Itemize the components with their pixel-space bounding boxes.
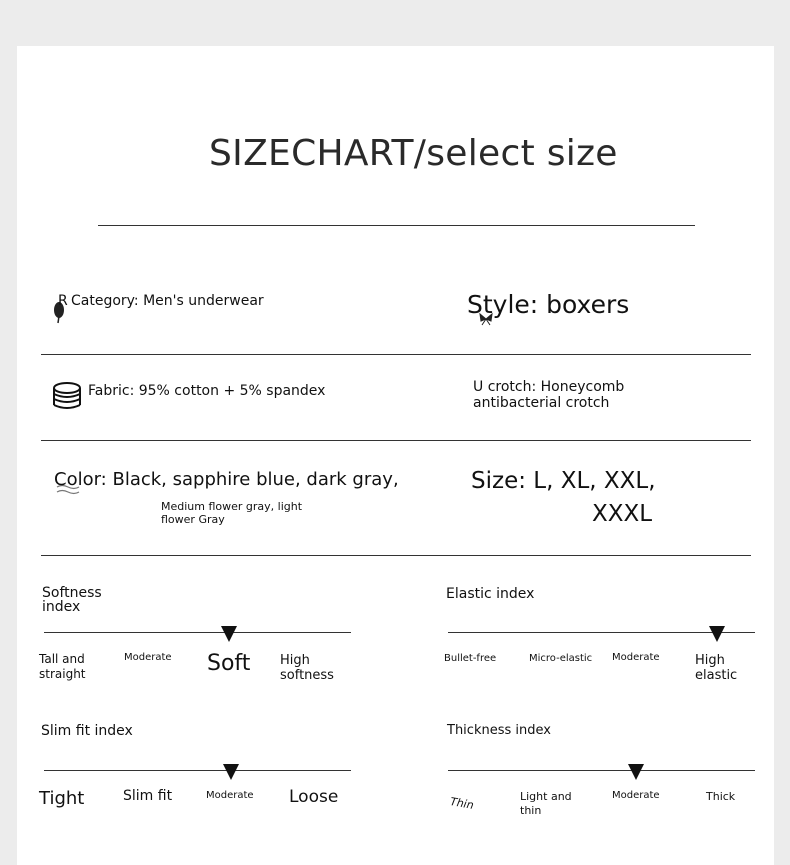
elastic-title: Elastic index [446, 586, 535, 602]
slimfit-marker-icon [223, 764, 239, 780]
size-text-1: Size: L, XL, XXL, [471, 468, 656, 494]
thickness-marker-icon [628, 764, 644, 780]
elastic-label-3: Moderate [612, 652, 660, 663]
thickness-label-3: Moderate [612, 790, 660, 801]
color-subtext-2: flower Gray [161, 513, 225, 526]
softness-title-2: index [42, 599, 81, 615]
elastic-label-2: Micro-elastic [529, 653, 593, 664]
style-text: Style: boxers [467, 290, 630, 319]
thickness-title: Thickness index [447, 723, 551, 738]
slimfit-label-3: Moderate [206, 790, 254, 801]
softness-marker-icon [221, 626, 237, 642]
elastic-marker-icon [709, 626, 725, 642]
category-text: Category: Men's underwear [71, 293, 264, 309]
row-divider-2 [41, 440, 751, 441]
slimfit-label-4: Loose [289, 787, 339, 807]
color-subtext-1: Medium flower gray, light [161, 500, 303, 513]
softness-label-1: Tall and straight [39, 652, 86, 681]
fabric-roll-icon [52, 381, 82, 411]
softness-scale-line [44, 632, 351, 633]
softness-label-2: Moderate [124, 652, 172, 663]
color-text: Color: Black, sapphire blue, dark gray, [54, 469, 399, 490]
slimfit-label-1: Tight [39, 788, 85, 809]
category-prefix: R [58, 293, 68, 309]
slimfit-label-2: Slim fit [123, 788, 173, 804]
row-divider-3 [41, 555, 751, 556]
thickness-scale-line [448, 770, 755, 771]
fabric-text: Fabric: 95% cotton + 5% spandex [88, 383, 326, 399]
softness-title-1: Softness [42, 585, 102, 601]
page-title: SIZECHART/select size [209, 133, 618, 174]
thickness-label-4: Thick [706, 790, 736, 803]
row-divider-1 [41, 354, 751, 355]
crotch-text-2: antibacterial crotch [473, 395, 610, 411]
title-divider [98, 225, 695, 226]
size-text-2: XXXL [592, 501, 653, 527]
thickness-label-2: Light and thin [520, 790, 572, 817]
softness-label-3: Soft [207, 651, 251, 676]
elastic-label-1: Bullet-free [444, 653, 497, 664]
thickness-label-1: Thin [449, 795, 475, 812]
slimfit-scale-line [44, 770, 351, 771]
slimfit-title: Slim fit index [41, 723, 133, 739]
elastic-label-4: High elastic [695, 653, 738, 683]
crotch-text-1: U crotch: Honeycomb [473, 379, 625, 395]
softness-label-4: High softness [280, 653, 334, 683]
